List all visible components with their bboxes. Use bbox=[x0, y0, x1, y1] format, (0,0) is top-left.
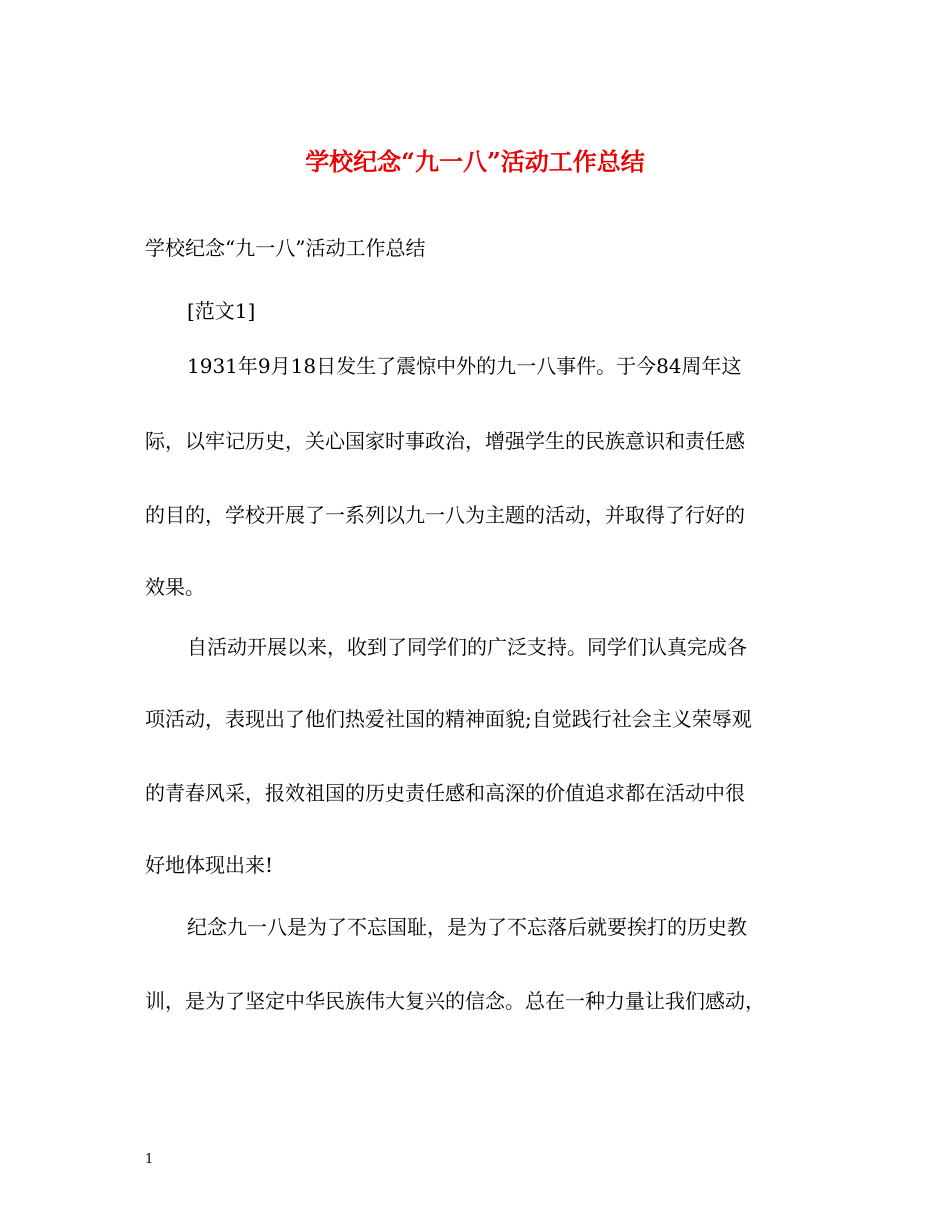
paragraph-line: 效果。 bbox=[145, 575, 205, 599]
page-number: 1 bbox=[145, 1152, 154, 1167]
paragraph-line: 的青春风采，报效祖国的历史责任感和高深的价值追求都在活动中很 bbox=[145, 781, 745, 805]
paragraph-line: 1931年9月18日发生了震惊中外的九一八事件。于今84周年这 bbox=[187, 354, 742, 378]
document-subtitle: 学校纪念“九一八”活动工作总结 bbox=[145, 236, 426, 260]
paragraph-line: 纪念九一八是为了不忘国耻，是为了不忘落后就要挨打的历史教 bbox=[187, 915, 747, 939]
section-label: [范文1] bbox=[187, 299, 256, 323]
paragraph-line: 自活动开展以来，收到了同学们的广泛支持。同学们认真完成各 bbox=[187, 635, 747, 659]
paragraph-line: 的目的，学校开展了一系列以九一八为主题的活动，并取得了行好的 bbox=[145, 503, 745, 527]
paragraph-line: 际，以牢记历史，关心国家时事政治，增强学生的民族意识和责任感 bbox=[145, 429, 745, 453]
paragraph-line: 训，是为了坚定中华民族伟大复兴的信念。总在一种力量让我们感动， bbox=[145, 989, 765, 1013]
paragraph-line: 好地体现出来! bbox=[145, 853, 274, 877]
document-title: 学校纪念“九一八”活动工作总结 bbox=[305, 147, 645, 176]
paragraph-line: 项活动，表现出了他们热爱社国的精神面貌;自觉践行社会主义荣辱观 bbox=[145, 707, 752, 731]
